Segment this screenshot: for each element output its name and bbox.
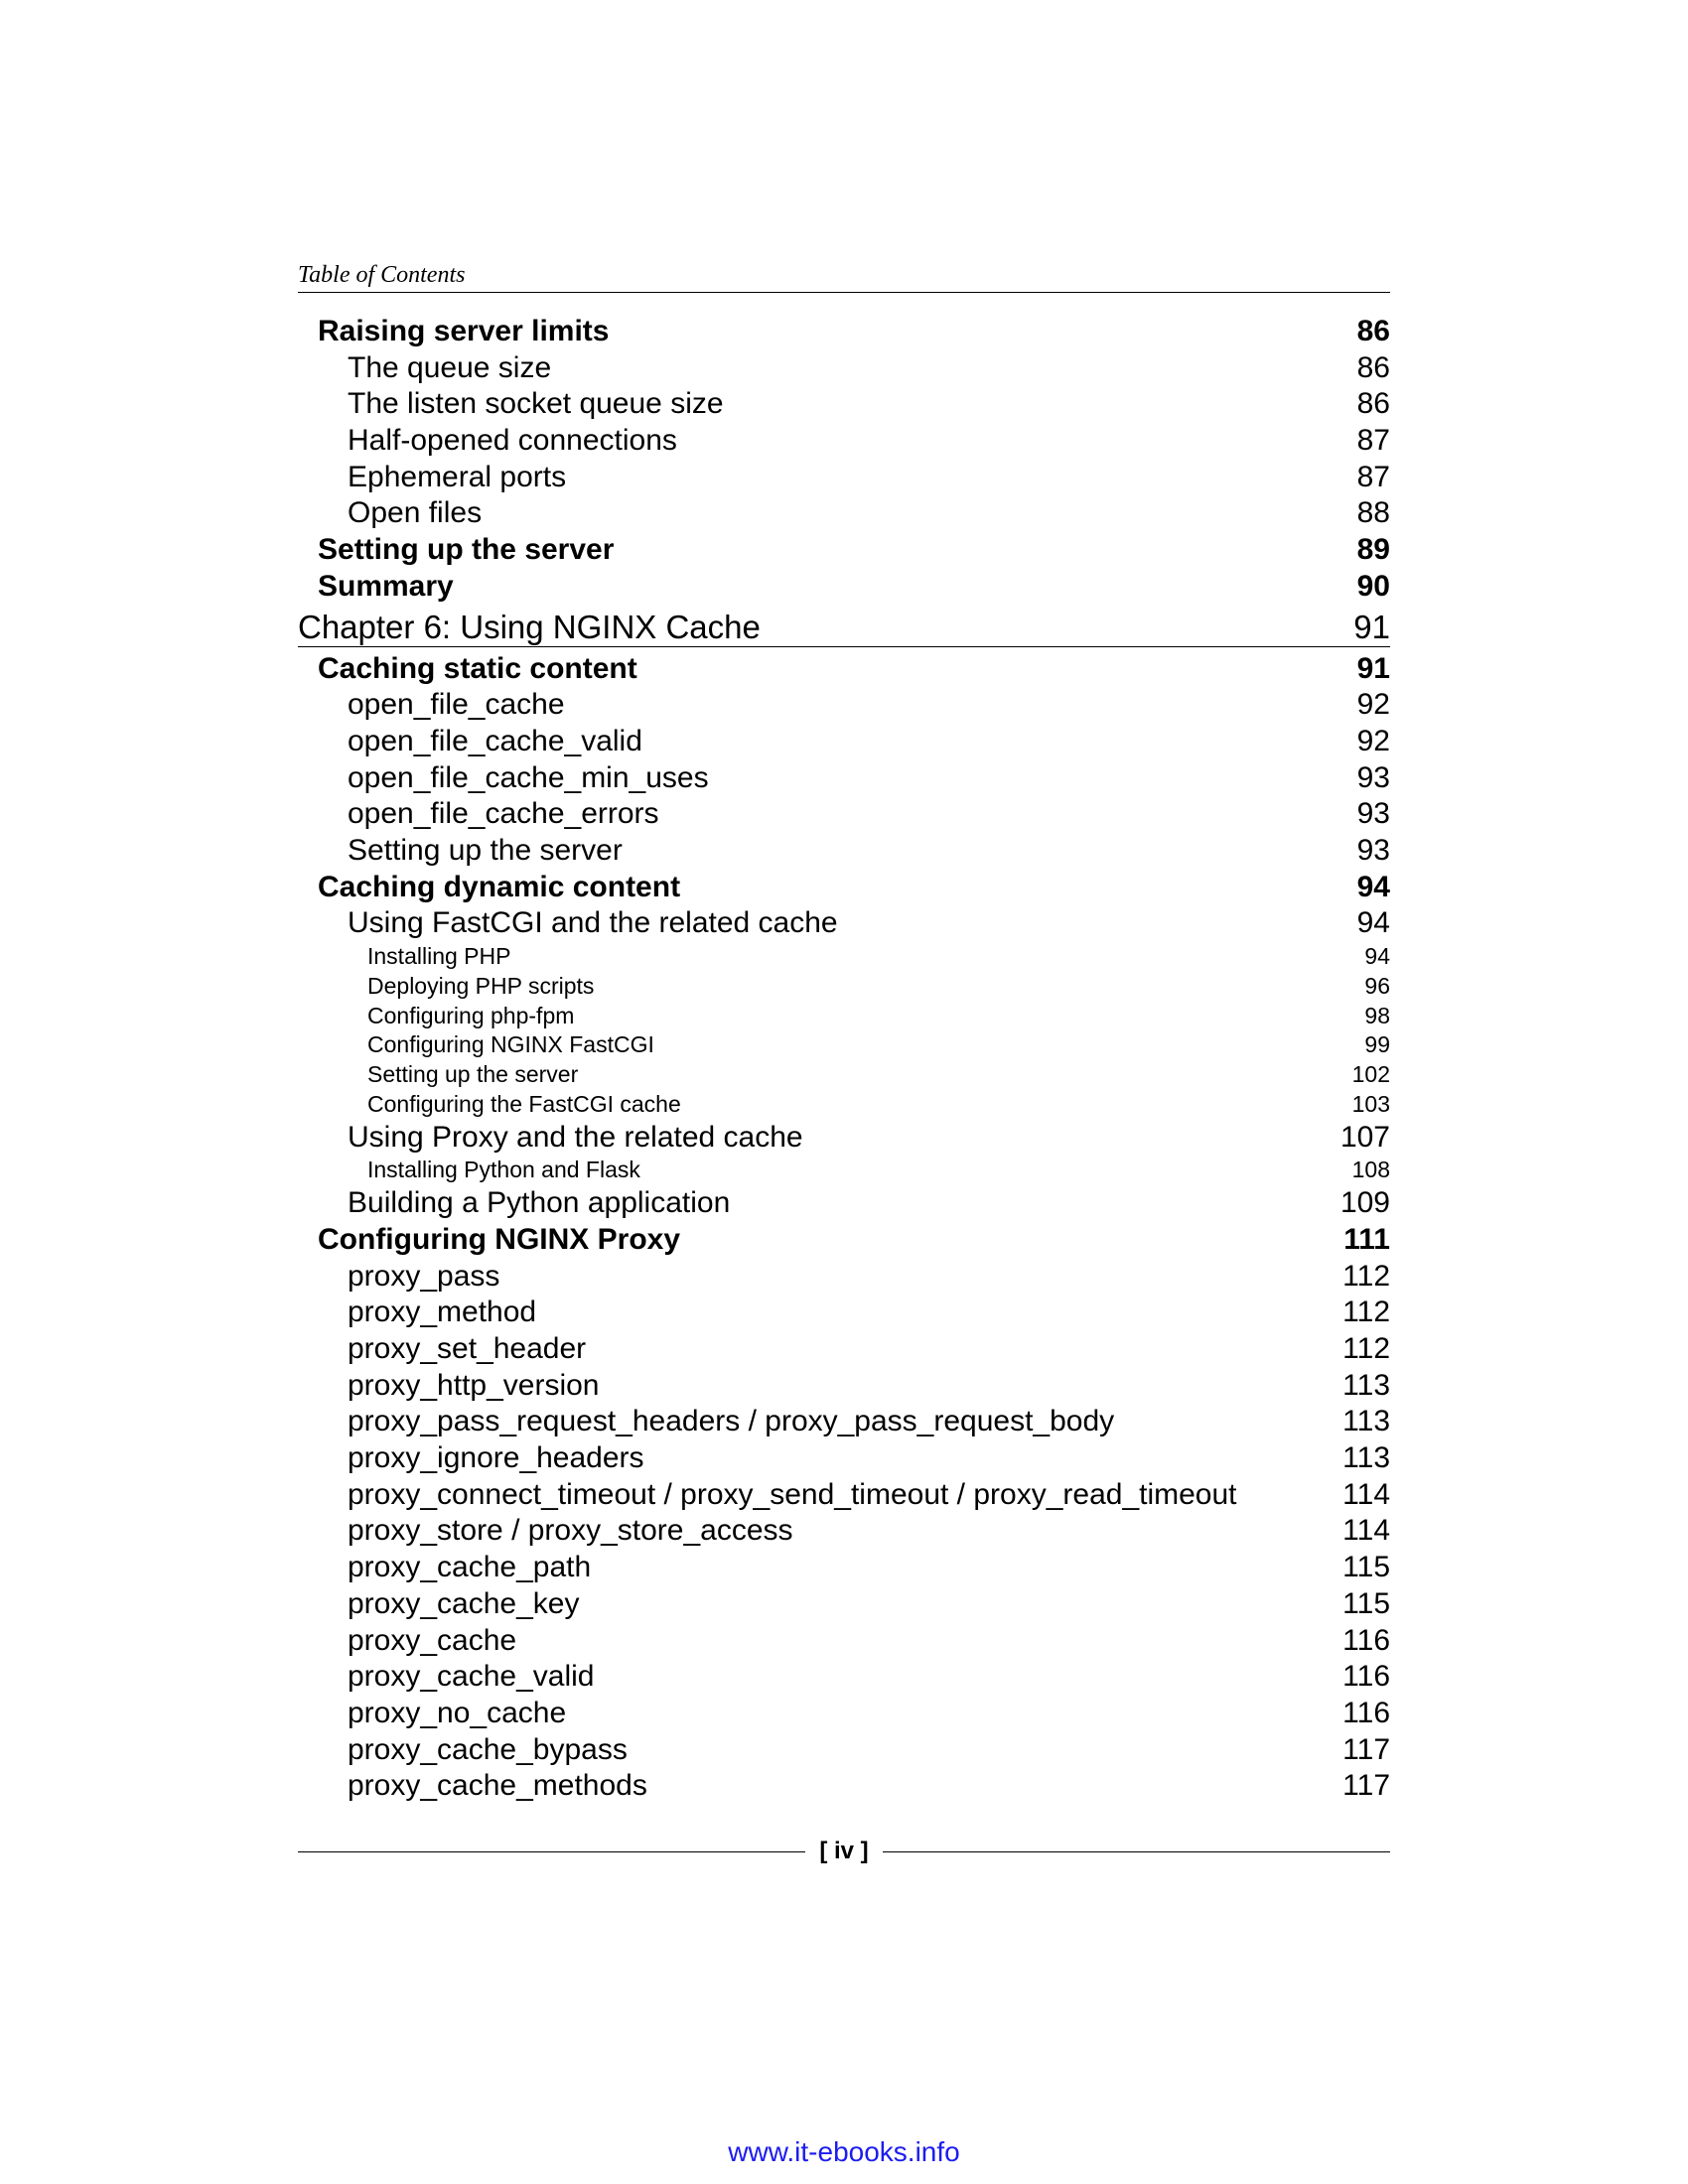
toc-entry-page: 116 bbox=[1342, 1696, 1390, 1729]
toc-entry-page: 94 bbox=[1356, 906, 1390, 940]
watermark-link[interactable]: www.it-ebooks.info bbox=[728, 2136, 960, 2167]
toc-entry-title: proxy_cache_path bbox=[348, 1551, 592, 1584]
toc-entry[interactable] bbox=[298, 1768, 1390, 1805]
toc-entry[interactable] bbox=[298, 1550, 1390, 1586]
toc-entry[interactable] bbox=[298, 687, 1390, 724]
toc-entry-page: 113 bbox=[1342, 1405, 1390, 1438]
toc-entry-title: Configuring php-fpm bbox=[367, 1002, 575, 1028]
toc-entry[interactable] bbox=[298, 1120, 1390, 1157]
toc-entry-page: 86 bbox=[1356, 350, 1390, 384]
toc-entry-page: 109 bbox=[1339, 1186, 1390, 1220]
toc-entry-title: Setting up the server bbox=[348, 833, 623, 867]
toc-entry-page: 88 bbox=[1356, 496, 1390, 530]
toc-entry[interactable] bbox=[298, 1368, 1390, 1405]
toc-entry-page: 108 bbox=[1351, 1157, 1390, 1183]
toc-entry-title: Setting up the server bbox=[318, 533, 615, 567]
toc-entry-page: 91 bbox=[1356, 651, 1390, 685]
toc-entry-title: Configuring NGINX Proxy bbox=[318, 1222, 681, 1256]
toc-entry-page: 94 bbox=[1364, 943, 1390, 969]
toc-entry-title: Configuring NGINX FastCGI bbox=[367, 1031, 654, 1058]
toc-entry-title: Open files bbox=[348, 496, 483, 530]
toc-entry[interactable] bbox=[298, 1586, 1390, 1623]
toc-entry-title: Using Proxy and the related cache bbox=[348, 1120, 803, 1154]
toc-entry-title: proxy_ignore_headers bbox=[348, 1441, 644, 1475]
toc-entry-title: Raising server limits bbox=[318, 315, 610, 347]
toc-entry-title: proxy_connect_timeout / proxy_send_timeout / proxy_read_timeout bbox=[348, 1477, 1237, 1511]
toc-entry-title: proxy_http_version bbox=[348, 1368, 600, 1402]
toc-entry-page: 93 bbox=[1356, 833, 1390, 867]
toc-entry-title: proxy_cache bbox=[348, 1623, 517, 1657]
toc-entry[interactable] bbox=[298, 972, 1390, 1002]
toc-entry-title: open_file_cache_valid bbox=[348, 724, 642, 757]
toc-entry[interactable] bbox=[298, 724, 1390, 760]
toc-entry-title: Summary bbox=[318, 569, 454, 603]
toc-entry-page: 86 bbox=[1356, 387, 1390, 421]
toc-entry-title: Installing Python and Flask bbox=[367, 1157, 640, 1183]
toc-entry-title: Caching static content bbox=[318, 651, 637, 685]
toc-entry-page: 103 bbox=[1351, 1090, 1390, 1117]
toc-entry-page: 112 bbox=[1342, 1296, 1390, 1329]
toc-entry-page: 116 bbox=[1342, 1623, 1390, 1657]
toc-entry-title: proxy_cache_bypass bbox=[348, 1732, 628, 1766]
toc-entry-page: 96 bbox=[1364, 972, 1390, 999]
toc-entry-page: 113 bbox=[1342, 1441, 1390, 1475]
toc-entry-page: 94 bbox=[1356, 870, 1390, 903]
toc-entry[interactable] bbox=[298, 1295, 1390, 1331]
toc-entry-title: The queue size bbox=[348, 350, 552, 384]
toc-entry-title: Ephemeral ports bbox=[348, 460, 567, 493]
toc-entry-title: open_file_cache bbox=[348, 688, 565, 722]
toc-entry[interactable] bbox=[298, 833, 1390, 870]
toc-entry-title: open_file_cache_min_uses bbox=[348, 760, 709, 794]
toc-entry-page: 92 bbox=[1356, 688, 1390, 722]
toc-entry[interactable] bbox=[298, 942, 1390, 972]
toc-entry-title: open_file_cache_errors bbox=[348, 797, 659, 831]
toc-entry-page: 91 bbox=[1353, 608, 1390, 645]
toc-entry-title: Half-opened connections bbox=[348, 424, 677, 458]
toc-entry-title: Using FastCGI and the related cache bbox=[348, 906, 838, 940]
toc-entry[interactable] bbox=[298, 651, 1390, 688]
toc-entry-title: Caching dynamic content bbox=[318, 870, 681, 903]
table-of-contents bbox=[298, 314, 1390, 1805]
toc-entry[interactable] bbox=[298, 532, 1390, 569]
toc-entry[interactable] bbox=[298, 1331, 1390, 1368]
toc-entry[interactable] bbox=[298, 1440, 1390, 1477]
toc-entry-page: 117 bbox=[1342, 1732, 1390, 1766]
toc-entry[interactable] bbox=[298, 386, 1390, 423]
toc-chapter-entry[interactable] bbox=[298, 608, 1390, 647]
toc-entry-title: proxy_cache_key bbox=[348, 1586, 580, 1620]
toc-entry-page: 98 bbox=[1364, 1002, 1390, 1028]
toc-entry[interactable] bbox=[298, 1404, 1390, 1440]
toc-entry-page: 89 bbox=[1356, 533, 1390, 567]
toc-entry-page: 113 bbox=[1342, 1368, 1390, 1402]
toc-entry[interactable] bbox=[298, 1696, 1390, 1732]
toc-entry[interactable] bbox=[298, 1156, 1390, 1185]
toc-entry[interactable] bbox=[298, 569, 1390, 606]
toc-entry-title: proxy_pass_request_headers / proxy_pass_request_body bbox=[348, 1405, 1115, 1438]
toc-entry[interactable] bbox=[298, 350, 1390, 387]
toc-entry-title: Deploying PHP scripts bbox=[367, 972, 595, 999]
toc-entry-title: The listen socket queue size bbox=[348, 387, 724, 421]
toc-entry[interactable] bbox=[298, 1732, 1390, 1769]
toc-entry-title: proxy_cache_methods bbox=[348, 1769, 647, 1803]
toc-entry-page: 99 bbox=[1364, 1031, 1390, 1058]
toc-entry-title: Installing PHP bbox=[367, 943, 511, 969]
toc-entry-page: 112 bbox=[1342, 1332, 1390, 1366]
toc-entry[interactable] bbox=[298, 1477, 1390, 1514]
toc-entry-page: 90 bbox=[1356, 569, 1390, 603]
page-number: [ iv ] bbox=[819, 1838, 869, 1864]
toc-entry[interactable] bbox=[298, 1259, 1390, 1296]
page-footer bbox=[298, 1837, 1390, 1866]
toc-entry-page: 112 bbox=[1342, 1259, 1390, 1293]
toc-entry-page: 86 bbox=[1356, 315, 1390, 347]
running-header: Table of Contents bbox=[298, 262, 466, 288]
toc-entry-title: Building a Python application bbox=[348, 1186, 731, 1220]
toc-entry-title: Configuring the FastCGI cache bbox=[367, 1090, 681, 1117]
toc-entry[interactable] bbox=[298, 905, 1390, 942]
header-rule bbox=[298, 292, 1390, 293]
toc-entry-page: 114 bbox=[1342, 1477, 1390, 1511]
toc-entry-title: proxy_method bbox=[348, 1296, 537, 1329]
toc-entry[interactable] bbox=[298, 1513, 1390, 1550]
toc-entry[interactable] bbox=[298, 760, 1390, 797]
toc-entry[interactable] bbox=[298, 1222, 1390, 1259]
toc-entry[interactable] bbox=[298, 1623, 1390, 1660]
toc-entry[interactable] bbox=[298, 495, 1390, 532]
toc-entry[interactable] bbox=[298, 314, 1390, 350]
toc-entry[interactable] bbox=[298, 1060, 1390, 1090]
toc-entry-page: 114 bbox=[1342, 1514, 1390, 1548]
toc-entry[interactable] bbox=[298, 423, 1390, 460]
toc-entry[interactable] bbox=[298, 1002, 1390, 1031]
toc-entry-page: 115 bbox=[1342, 1551, 1390, 1584]
toc-entry-page: 111 bbox=[1343, 1222, 1390, 1256]
toc-entry-page: 116 bbox=[1342, 1660, 1390, 1694]
toc-entry-page: 87 bbox=[1356, 424, 1390, 458]
toc-entry-page: 92 bbox=[1356, 724, 1390, 757]
toc-entry-title: proxy_pass bbox=[348, 1259, 500, 1293]
toc-entry-page: 107 bbox=[1339, 1120, 1390, 1154]
toc-entry[interactable] bbox=[298, 870, 1390, 906]
toc-entry-title: proxy_cache_valid bbox=[348, 1660, 595, 1694]
toc-entry-page: 102 bbox=[1351, 1061, 1390, 1088]
toc-entry-page: 93 bbox=[1356, 797, 1390, 831]
toc-entry[interactable] bbox=[298, 1659, 1390, 1696]
toc-entry-title: proxy_set_header bbox=[348, 1332, 587, 1366]
toc-entry[interactable] bbox=[298, 1185, 1390, 1222]
footer-rule-right bbox=[883, 1851, 1390, 1852]
toc-entry[interactable] bbox=[298, 460, 1390, 496]
toc-entry-title: Chapter 6: Using NGINX Cache bbox=[298, 608, 761, 645]
toc-entry-title: proxy_store / proxy_store_access bbox=[348, 1514, 793, 1548]
toc-entry-page: 87 bbox=[1356, 460, 1390, 493]
toc-entry-page: 115 bbox=[1342, 1586, 1390, 1620]
toc-entry[interactable] bbox=[298, 796, 1390, 833]
toc-entry-page: 117 bbox=[1342, 1769, 1390, 1803]
toc-entry-title: proxy_no_cache bbox=[348, 1696, 567, 1729]
toc-entry[interactable] bbox=[298, 1030, 1390, 1060]
toc-entry-page: 93 bbox=[1356, 760, 1390, 794]
toc-entry-title: Setting up the server bbox=[367, 1061, 579, 1088]
footer-rule-left bbox=[298, 1851, 805, 1852]
toc-entry[interactable] bbox=[298, 1090, 1390, 1120]
